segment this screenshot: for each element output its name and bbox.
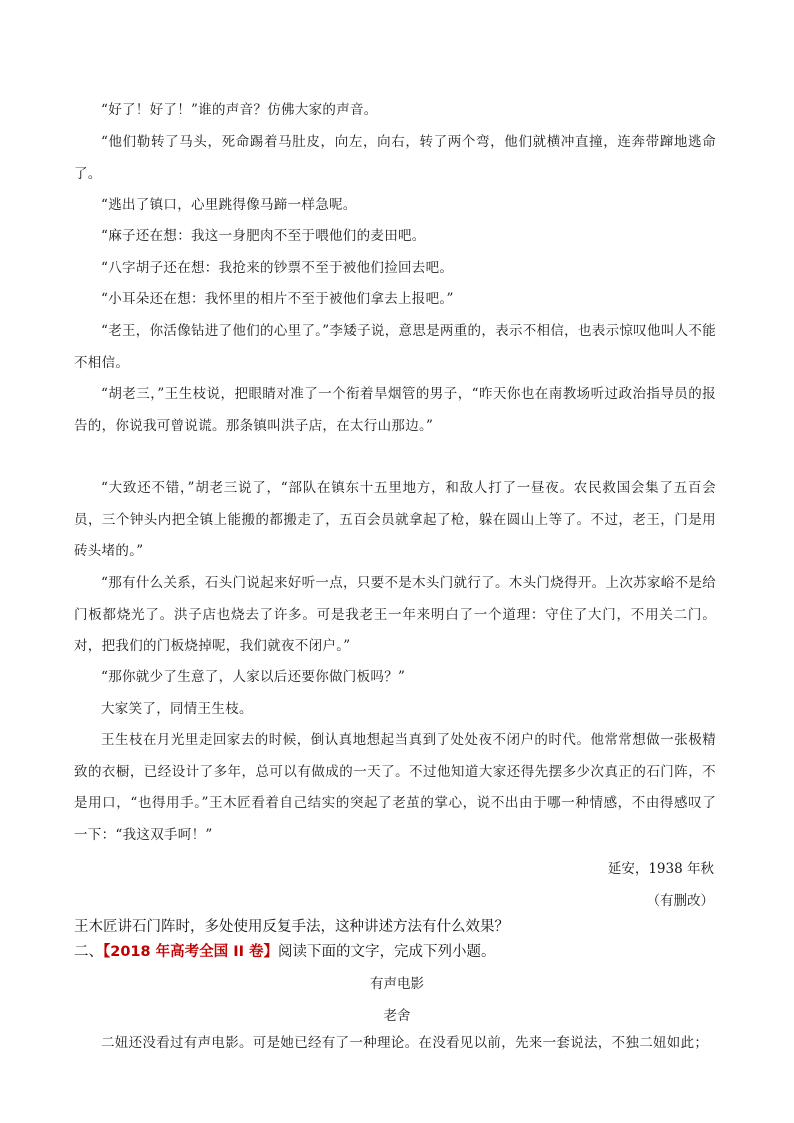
- story-paragraph-10: “那有什么关系，石头门说起来好听一点，只要不是木头门就行了。木头门烧得开。上次苏家峪不是给门板都烧光了。洪子店也烧去了许多。可是我老王一年来明白了一个道理：守住了大门，不用关二门。对，把我们的门板烧掉呢，我们就夜不闭户。”: [74, 575, 716, 654]
- story-paragraph-5: “八字胡子还在想：我抢来的钞票不至于被他们捡回去吧。: [101, 260, 454, 276]
- story-paragraph-9: “大致还不错，”胡老三说了，“部队在镇东十五里地方，和敌人打了一昼夜。农民救国会集了五百会员，三个钟头内把全镇上能搬的都搬走了，五百会员就拿起了枪，躲在圆山上等了。不过，老王，门是用砖头堵的。”: [74, 480, 716, 559]
- story-paragraph-6: “小耳朵还在想：我怀里的相片不至于被他们拿去上报吧。”: [101, 291, 454, 307]
- story-paragraph-1: “好了！好了！”谁的声音？仿佛大家的声音。: [101, 102, 378, 118]
- section-2-prefix: 二、: [74, 944, 103, 960]
- story-paragraph-13: 王生枝在月光里走回家去的时候，倒认真地想起当真到了处处夜不闭户的时代。他常常想做一张极精致的衣橱，已经设计了多年，总可以有做成的一天了。不过他知道大家还得先摆多少次真正的石门阵，不是用口，“也得用手。”王木匠看着自己结实的突起了老茧的掌心，说不出由于哪一种情感，不由得感叹了一下：“我这双手呵！”: [74, 732, 716, 843]
- question-text: 王木匠讲石门阵时，多处使用反复手法，这种讲述方法有什么效果？: [74, 919, 509, 935]
- article-first-paragraph: 二妞还没看过有声电影。可是她已经有了一种理论。在没看见以前，先来一套说法，不独二妞如此；: [101, 1035, 709, 1051]
- section-2-heading: [74, 940, 496, 961]
- story-revision-note: （有删改）: [646, 893, 714, 909]
- story-place-date: 延安，1938 年秋: [607, 861, 714, 877]
- story-paragraph-12: 大家笑了，同情王生枝。: [101, 701, 253, 717]
- story-paragraph-7: “老王，你活像钻进了他们的心里了。”李矮子说，意思是两重的，表示不相信，也表示惊叹他叫人不能不相信。: [74, 323, 716, 371]
- article-title: 有声电影: [370, 976, 424, 992]
- section-2-instruction: 阅读下面的文字，完成下列小题。: [278, 944, 496, 960]
- story-paragraph-4: “麻子还在想：我这一身肥肉不至于喂他们的麦田吧。: [101, 228, 426, 244]
- section-2-source: 【2018 年高考全国 II 卷】: [103, 944, 279, 960]
- story-paragraph-11: “那你就少了生意了，人家以后还要你做门板吗？”: [101, 669, 406, 685]
- story-paragraph-3: “逃出了镇口，心里跳得像马蹄一样急呢。: [101, 197, 357, 213]
- story-paragraph-2: “他们勒转了马头，死命踢着马肚皮，向左，向右，转了两个弯，他们就横冲直撞，连奔带蹿地逃命了。: [74, 134, 716, 182]
- story-paragraph-8: “胡老三，”王生枝说，把眼睛对准了一个衔着旱烟管的男子，“昨天你也在南教场听过政治指导员的报告的，你说我可曾说谎。那条镇叫洪子店，在太行山那边。”: [74, 386, 716, 434]
- article-author: 老舍: [383, 1008, 411, 1024]
